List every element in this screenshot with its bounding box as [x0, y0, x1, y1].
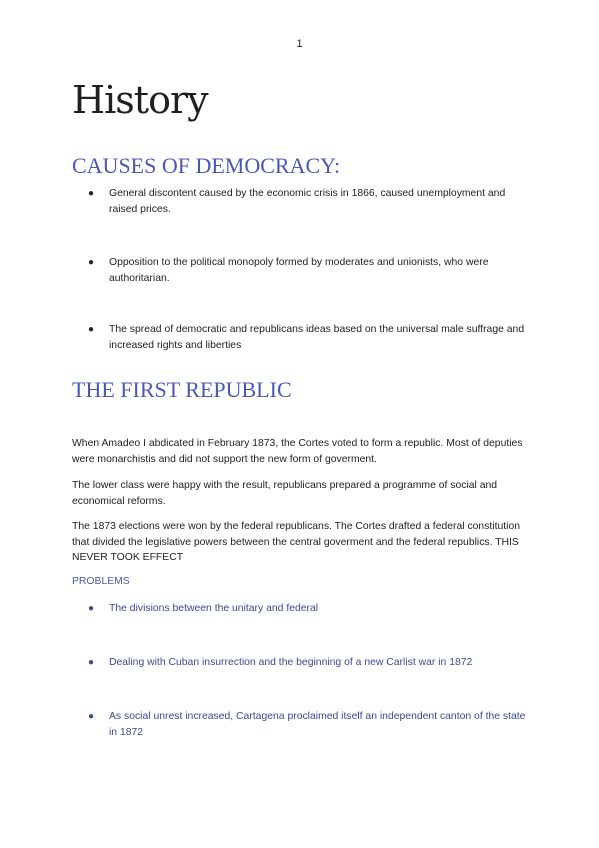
bullet-icon: ●: [88, 657, 95, 668]
page-title: History: [72, 78, 208, 122]
page-number: 1: [296, 38, 303, 50]
bullet-icon: ●: [88, 257, 95, 268]
list-item: [88, 255, 528, 286]
list-item-text: General discontent caused by the economic crisis in 1866, caused unemployment and raised prices.: [109, 188, 506, 215]
list-item: [88, 186, 528, 217]
paragraph: When Amadeo I abdicated in February 1873, the Cortes voted to form a republic. Most of deputies were monarchistis and did not support the new form of goverment.: [72, 438, 523, 465]
list-item: [88, 322, 528, 353]
paragraph: The lower class were happy with the result, republicans prepared a programme of social and economical reforms.: [72, 480, 498, 507]
list-item: [88, 709, 528, 740]
list-item-text: The spread of democratic and republicans ideas based on the universal male suffrage and increased rights and liberties: [109, 324, 525, 351]
problems-list: [88, 655, 528, 671]
problems-heading: PROBLEMS: [72, 576, 130, 587]
list-item-text: As social unrest increased, Cartagena proclaimed itself an independent canton of the state in 1872: [109, 711, 526, 738]
list-item: [88, 655, 528, 671]
bullet-icon: ●: [88, 603, 95, 614]
list-item-text: Opposition to the political monopoly formed by moderates and unionists, who were authoritarian.: [109, 257, 489, 284]
causes-heading: CAUSES OF DEMOCRACY:: [72, 153, 341, 178]
paragraph: The 1873 elections were won by the federal republicans. The Cortes drafted a federal constitution that divided the legislative powers between the central goverment and the federal republics. THIS NEVER TOOK EFFECT: [72, 521, 521, 563]
causes-list: [88, 186, 528, 217]
causes-list: [88, 255, 528, 286]
problems-list: [88, 709, 528, 740]
list-item: [88, 601, 528, 617]
bullet-icon: ●: [88, 188, 95, 199]
causes-list: [88, 322, 528, 353]
list-item-text: Dealing with Cuban insurrection and the beginning of a new Carlist war in 1872: [109, 657, 473, 668]
problems-list: [88, 601, 528, 617]
bullet-icon: ●: [88, 324, 95, 335]
first-republic-heading: THE FIRST REPUBLIC: [72, 377, 292, 402]
list-item-text: The divisions between the unitary and federal: [109, 603, 319, 614]
bullet-icon: ●: [88, 711, 95, 722]
